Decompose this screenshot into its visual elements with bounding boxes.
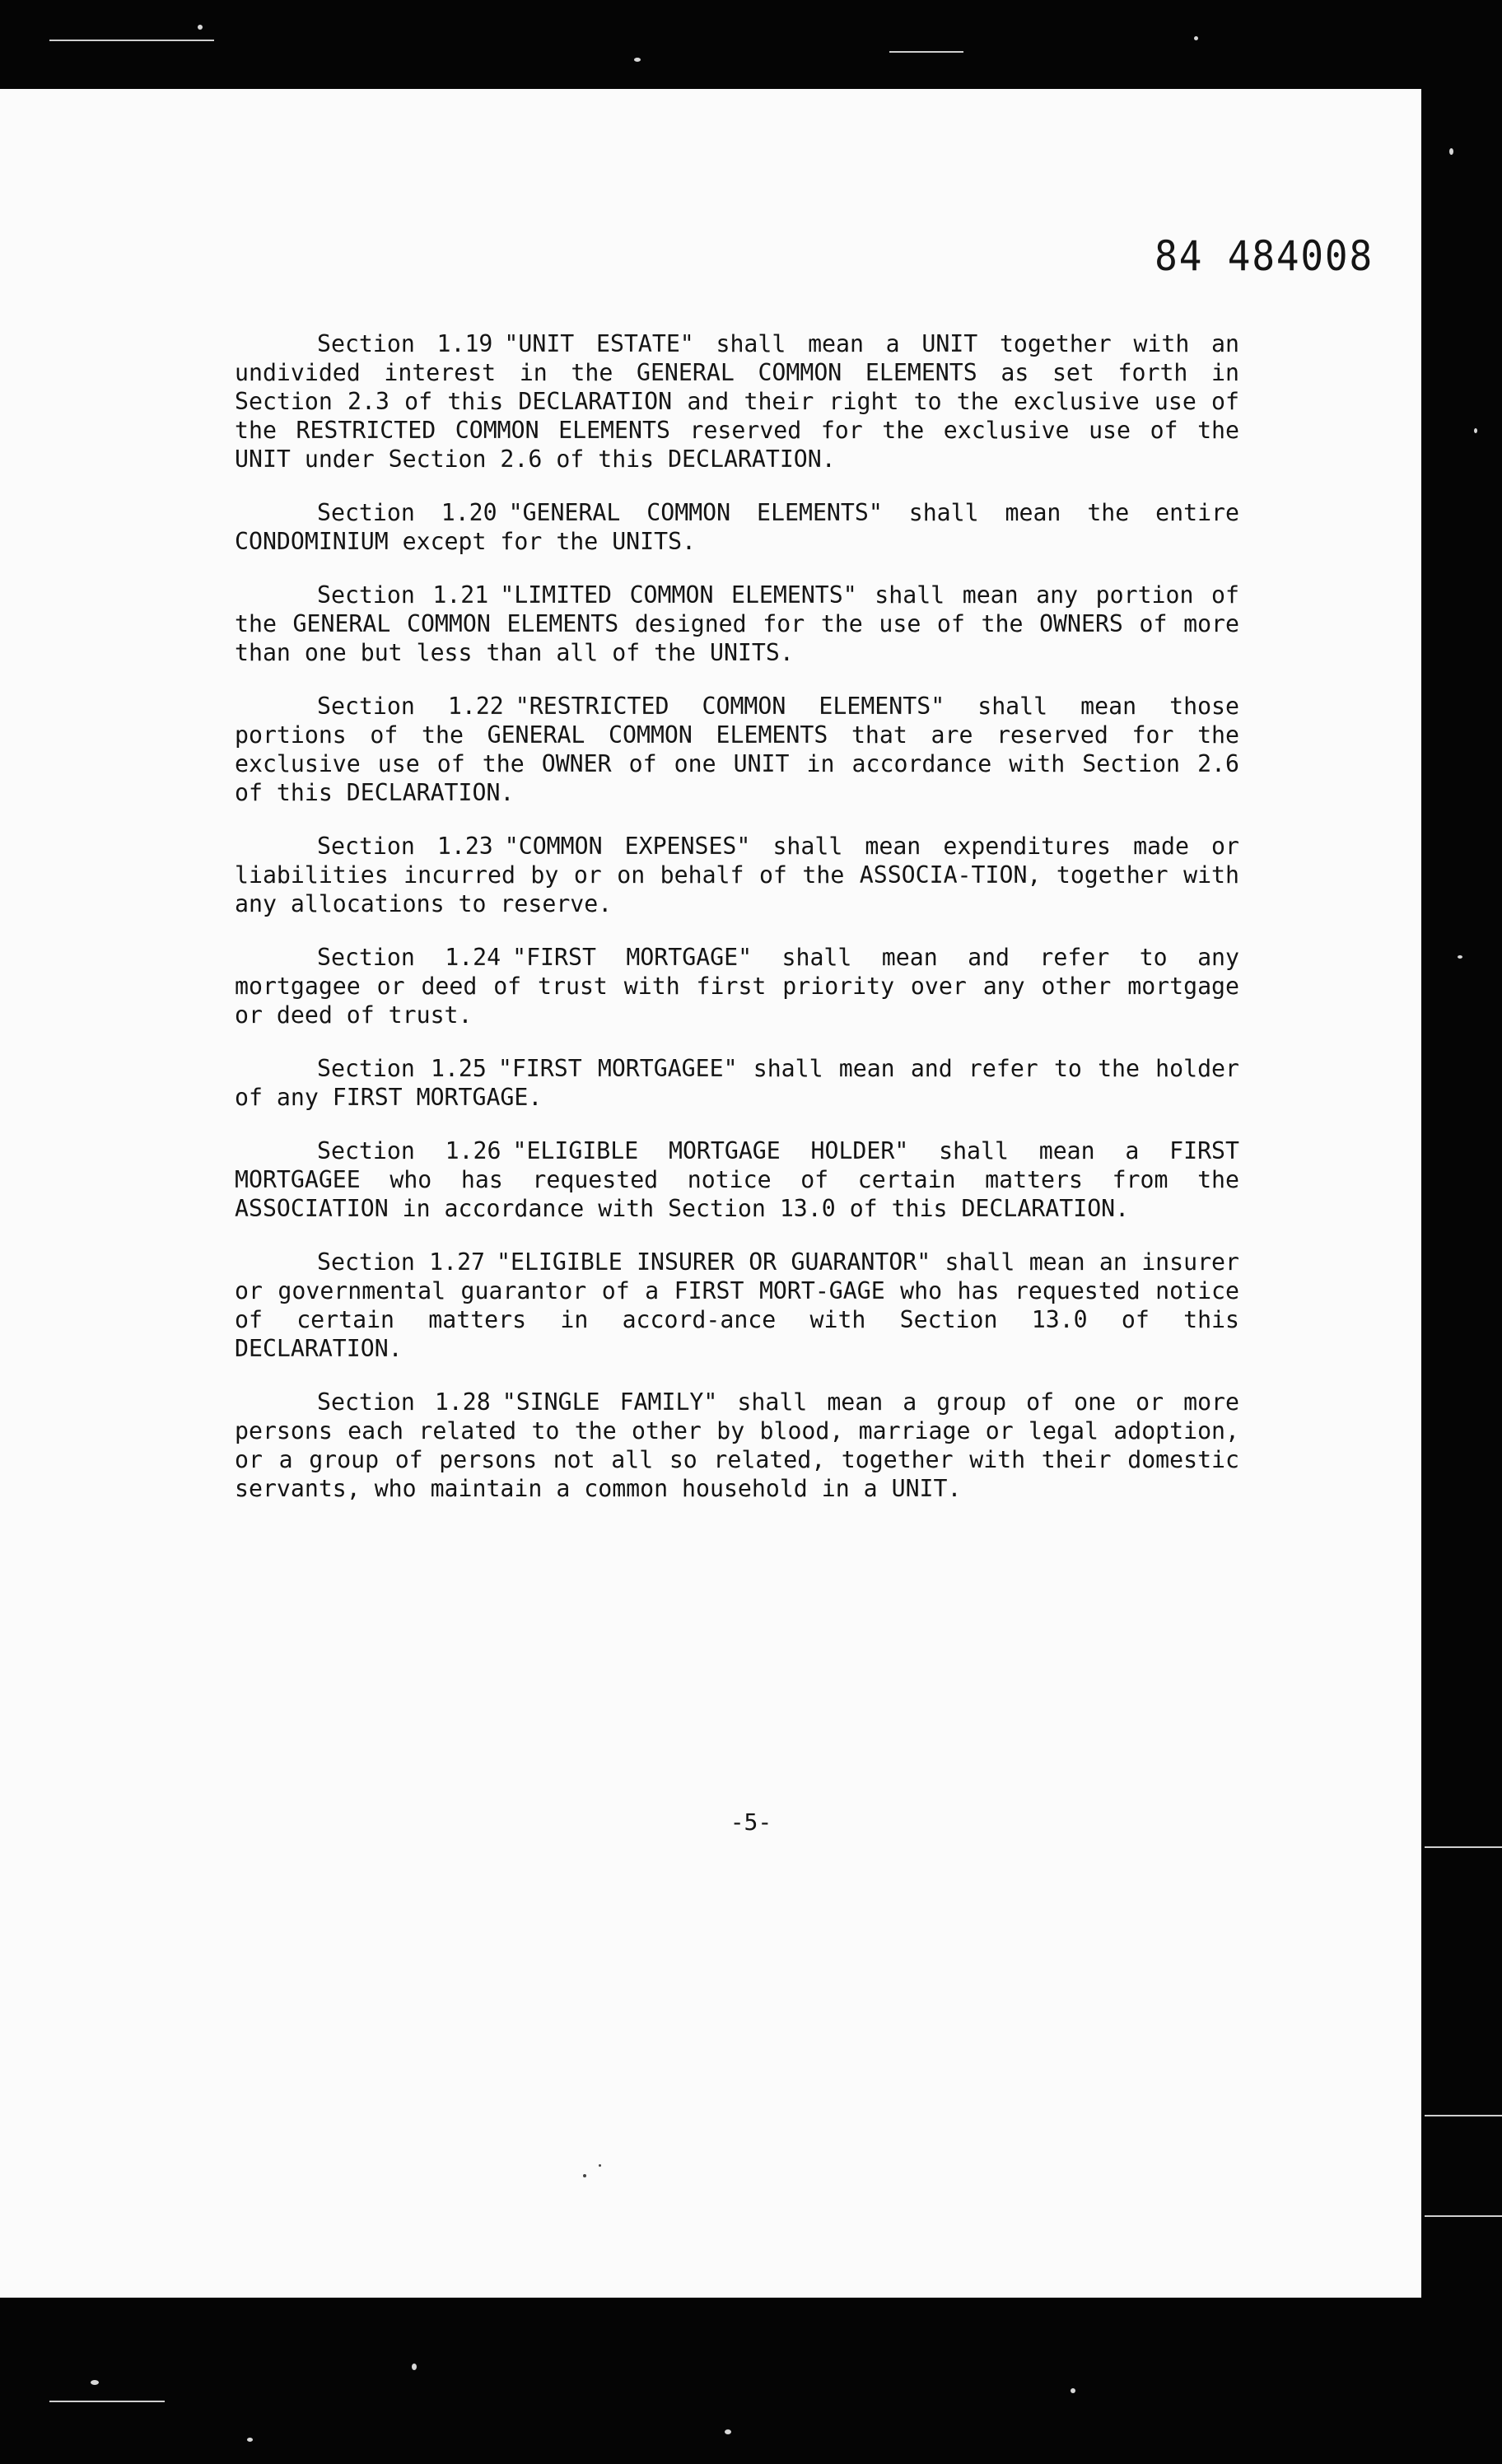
section-text: "COMMON EXPENSES" shall mean expenditures made or liabilities incurred by or on behalf of the ASSOCIA-TION, together with any allocations to reserve. [235, 833, 1239, 917]
scan-speck [198, 25, 203, 30]
section-number: Section 1.27 [317, 1248, 486, 1276]
scan-speck [247, 2438, 253, 2442]
scan-streak [889, 51, 963, 53]
section-paragraph [235, 1388, 1239, 1503]
scan-speck [725, 2429, 731, 2434]
section-number: Section 1.26 [317, 1137, 501, 1164]
section-paragraph [235, 329, 1239, 474]
scan-streak [1425, 2215, 1502, 2217]
scan-streak [49, 40, 214, 41]
scan-speck [1071, 2388, 1075, 2393]
scan-speck [583, 2174, 586, 2177]
section-text: "ELIGIBLE INSURER OR GUARANTOR" shall mean an insurer or governmental guarantor of a FIRST MORT-GAGE who has requested notice of certain matters in accord-ance with Section 13.0 of this DECLARATION. [235, 1248, 1239, 1362]
section-paragraph [235, 692, 1239, 807]
page-number: -5- [730, 1808, 772, 1836]
section-number: Section 1.25 [317, 1055, 487, 1082]
section-number: Section 1.21 [317, 581, 489, 609]
scan-speck [1449, 148, 1453, 155]
scan-streak [1425, 2115, 1502, 2116]
scan-speck [1194, 36, 1198, 40]
declaration-definitions [235, 329, 1239, 1528]
section-number: Section 1.28 [317, 1388, 491, 1416]
scan-streak [49, 2401, 165, 2402]
section-number: Section 1.20 [317, 499, 497, 526]
section-text: "FIRST MORTGAGEE" shall mean and refer to the holder of any FIRST MORTGAGE. [235, 1055, 1239, 1111]
section-number: Section 1.24 [317, 944, 501, 971]
section-text: "SINGLE FAMILY" shall mean a group of one or more persons each related to the other by blood, marriage or legal adoption, or a group of persons not all so related, together with their domestic servants, who maintain a common household in a UNIT. [235, 1388, 1239, 1502]
scan-streak [1425, 1846, 1502, 1848]
scan-speck [1474, 428, 1477, 433]
section-text: "UNIT ESTATE" shall mean a UNIT together with an undivided interest in the GENERAL COMMON ELEMENTS as set forth in Section 2.3 of this DECLARATION and their right to the exclusive use of the RESTRICTED COMMON ELEMENTS reserved for the exclusive use of the UNIT under Section 2.6 of this DECLARATION. [235, 330, 1239, 473]
section-paragraph [235, 832, 1239, 918]
section-paragraph [235, 1054, 1239, 1112]
section-text: "FIRST MORTGAGE" shall mean and refer to any mortgagee or deed of trust with first priority over any other mortgage or deed of trust. [235, 944, 1239, 1029]
section-paragraph [235, 581, 1239, 667]
scan-speck [412, 2364, 417, 2370]
section-paragraph [235, 943, 1239, 1029]
scan-speck [634, 58, 641, 62]
section-paragraph [235, 498, 1239, 556]
document-number: 84 484008 [1154, 232, 1374, 280]
scan-speck [91, 2380, 99, 2385]
section-text: "RESTRICTED COMMON ELEMENTS" shall mean those portions of the GENERAL COMMON ELEMENTS that are reserved for the exclusive use of the OWNER of one UNIT in accordance with Section 2.6 of this DECLARATION. [235, 693, 1239, 806]
section-text: "LIMITED COMMON ELEMENTS" shall mean any portion of the GENERAL COMMON ELEMENTS designed for the use of the OWNERS of more than one but less than all of the UNITS. [235, 581, 1239, 666]
section-number: Section 1.22 [317, 693, 504, 720]
section-paragraph [235, 1248, 1239, 1363]
scan-speck [599, 2164, 601, 2167]
scan-speck [1458, 955, 1462, 959]
section-number: Section 1.19 [317, 330, 493, 357]
section-paragraph [235, 1136, 1239, 1223]
section-number: Section 1.23 [317, 833, 493, 860]
section-text: "ELIGIBLE MORTGAGE HOLDER" shall mean a FIRST MORTGAGEE who has requested notice of certain matters from the ASSOCIATION in accordance with Section 13.0 of this DECLARATION. [235, 1137, 1239, 1222]
section-text: "GENERAL COMMON ELEMENTS" shall mean the entire CONDOMINIUM except for the UNITS. [235, 499, 1239, 555]
